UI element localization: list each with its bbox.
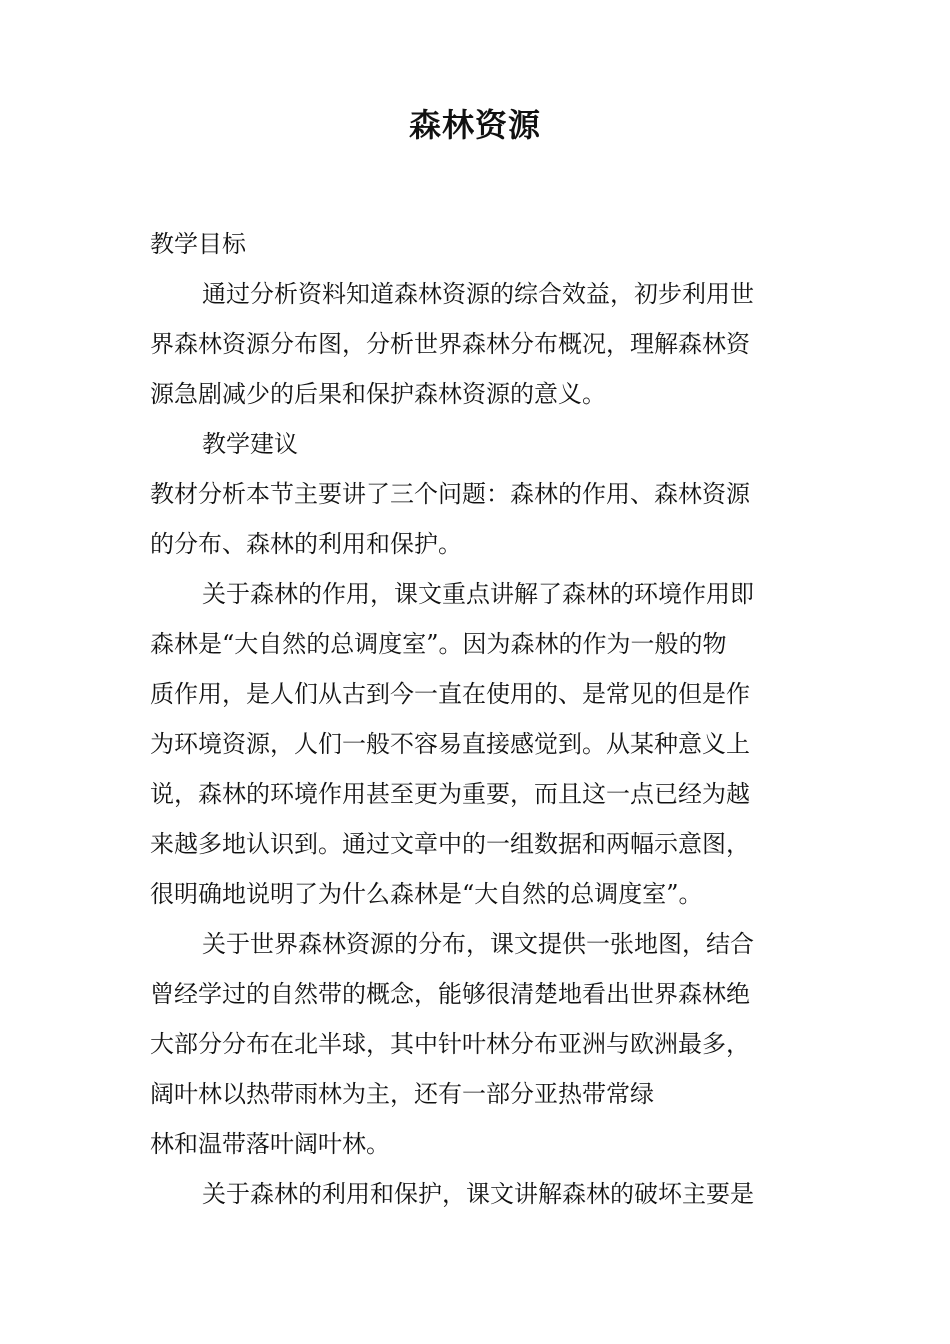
paragraph-line: 教材分析本节主要讲了三个问题：森林的作用、森林资源: [150, 480, 750, 508]
section-heading-objectives: 教学目标: [150, 230, 246, 258]
paragraph-line: 通过分析资料知道森林资源的综合效益，初步利用世: [202, 280, 754, 308]
paragraph-line: 来越多地认识到。通过文章中的一组数据和两幅示意图，: [150, 830, 750, 858]
paragraph-line: 说，森林的环境作用甚至更为重要，而且这一点已经为越: [150, 780, 750, 808]
page-title: 森林资源: [408, 106, 541, 144]
paragraph-line: 关于森林的利用和保护，课文讲解森林的破坏主要是: [202, 1180, 754, 1208]
section-heading-suggestions: 教学建议: [202, 430, 298, 458]
paragraph-line: 源急剧减少的后果和保护森林资源的意义。: [150, 380, 606, 408]
paragraph-line: 关于世界森林资源的分布，课文提供一张地图，结合: [202, 930, 754, 958]
paragraph-line: 阔叶林以热带雨林为主，还有一部分亚热带常绿: [150, 1080, 654, 1108]
paragraph-line: 关于森林的作用，课文重点讲解了森林的环境作用即: [202, 580, 754, 608]
paragraph-line: 林和温带落叶阔叶林。: [150, 1130, 390, 1158]
paragraph-line: 曾经学过的自然带的概念，能够很清楚地看出世界森林绝: [150, 980, 750, 1008]
paragraph-line: 的分布、森林的利用和保护。: [150, 530, 462, 558]
paragraph-line: 界森林资源分布图，分析世界森林分布概况，理解森林资: [150, 330, 750, 358]
paragraph-line: 为环境资源，人们一般不容易直接感觉到。从某种意义上: [150, 730, 750, 758]
paragraph-line: 很明确地说明了为什么森林是“大自然的总调度室”。: [150, 880, 703, 908]
paragraph-line: 大部分分布在北半球，其中针叶林分布亚洲与欧洲最多，: [150, 1030, 750, 1058]
paragraph-line: 质作用，是人们从古到今一直在使用的、是常见的但是作: [150, 680, 750, 708]
paragraph-line: 森林是“大自然的总调度室”。因为森林的作为一般的物: [150, 630, 727, 658]
